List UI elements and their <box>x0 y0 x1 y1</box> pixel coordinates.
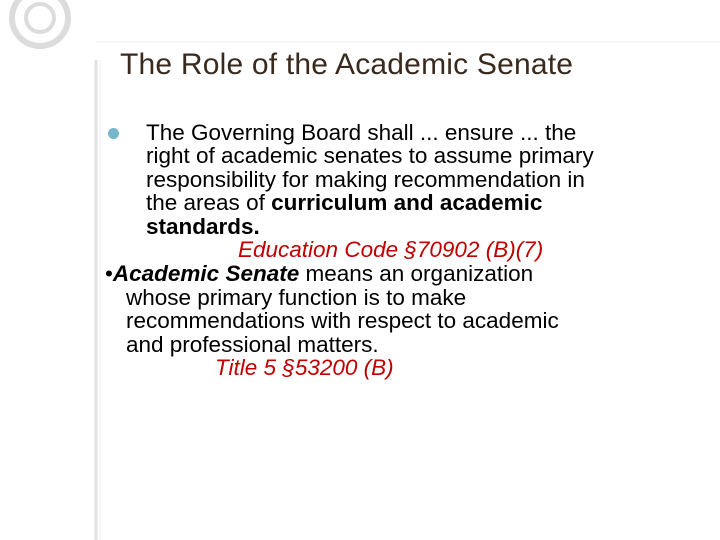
text-line: whose primary function is to make <box>126 284 467 310</box>
bullet-marker: • <box>105 261 113 287</box>
slide-title: The Role of the Academic Senate <box>120 48 574 81</box>
text-fragment: means an organization <box>299 261 534 287</box>
defined-term: Academic Senate <box>112 261 300 287</box>
bullet-paragraph-2 <box>105 261 696 379</box>
text-line <box>146 191 696 214</box>
bullet-dot-icon <box>108 128 119 139</box>
text-fragment: the areas of <box>146 190 272 216</box>
text-line: responsibility for making recommendation in <box>146 166 585 192</box>
corner-rings-decoration <box>12 0 68 46</box>
citation-title-5: Title 5 §53200 (B) <box>215 354 394 380</box>
citation-education-code: Education Code §70902 (B)(7) <box>238 236 544 262</box>
text-line: recommendations with respect to academic <box>126 308 559 334</box>
ring-decoration <box>26 4 54 32</box>
bold-term: curriculum and academic <box>271 190 543 216</box>
text-line: and professional matters. <box>126 331 379 357</box>
bold-term: standards. <box>146 213 260 239</box>
text-line: right of academic senates to assume primary <box>146 143 594 169</box>
text-line: The Governing Board shall ... ensure ... the <box>146 120 577 145</box>
bullet-paragraph-1 <box>126 121 696 261</box>
ring-decoration <box>12 0 68 46</box>
slide-body <box>105 120 696 380</box>
text-line <box>146 215 696 238</box>
text-line <box>105 262 696 285</box>
